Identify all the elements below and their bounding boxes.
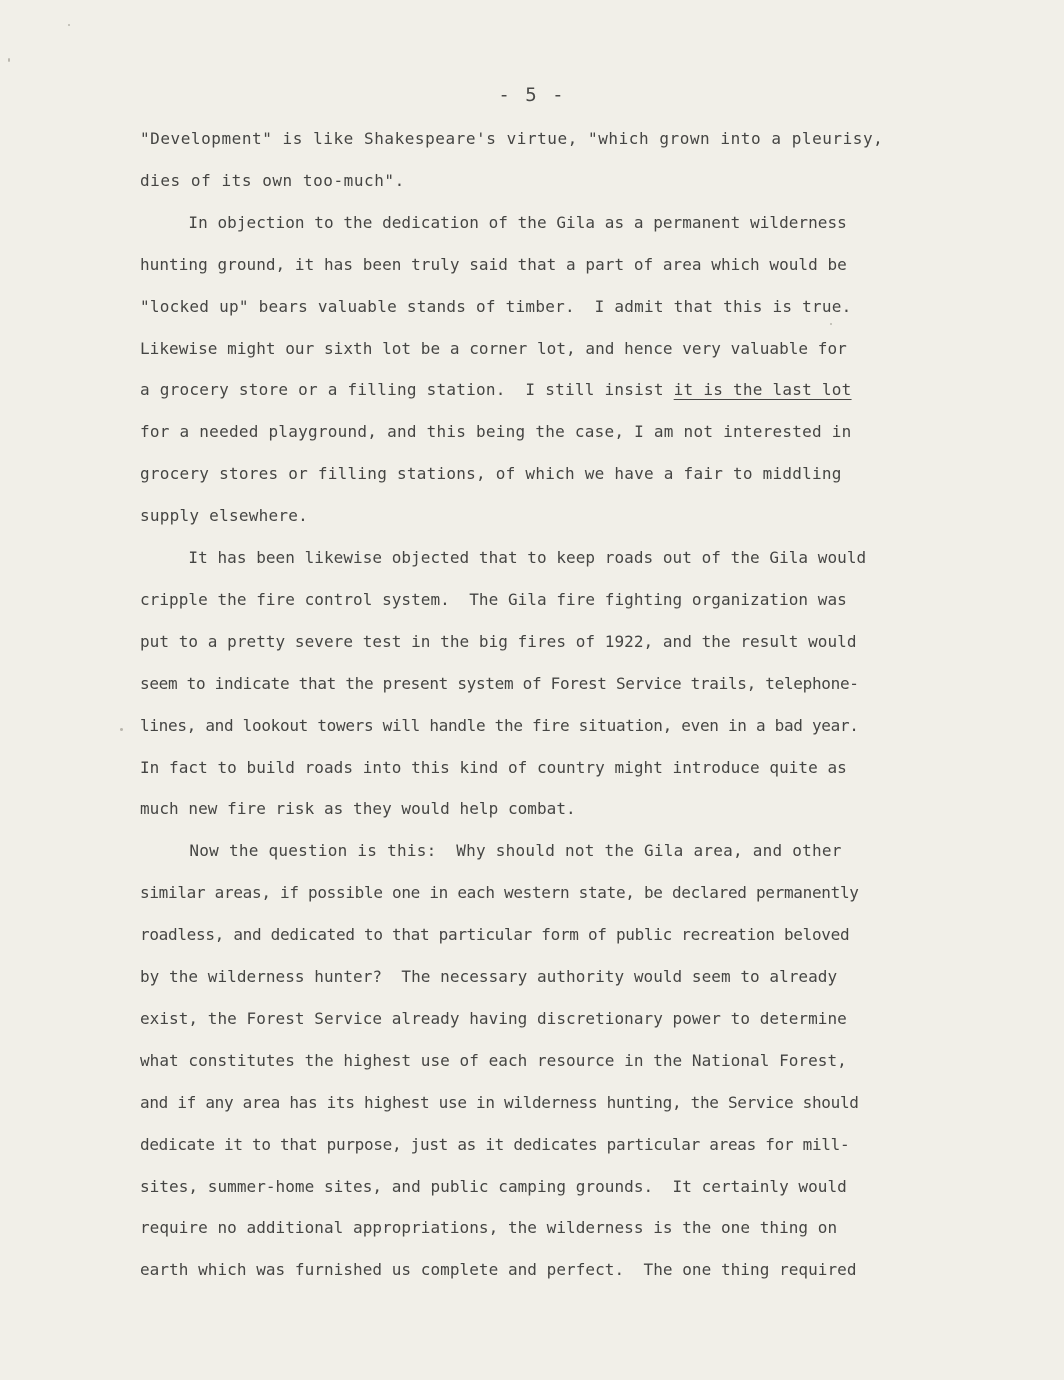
underlined-phrase: it is the last lot	[673, 380, 852, 400]
line-text: much new fire risk as they would help combat.	[140, 799, 576, 819]
line-text: lines, and lookout towers will handle the fire situation, even in a bad year.	[140, 715, 859, 735]
line-text: "locked up" bears valuable stands of timber. I admit that this is true.	[140, 296, 852, 316]
text-line	[140, 211, 847, 235]
line-text: similar areas, if possible one in each western state, be declared permanently	[140, 883, 859, 903]
text-line	[140, 1091, 859, 1115]
text-line	[140, 546, 866, 570]
line-text: a grocery store or a filling station. I still insist	[140, 380, 674, 400]
line-text: for a needed playground, and this being the case, I am not interested in	[140, 422, 852, 442]
line-text: dies of its own too-much".	[140, 170, 405, 190]
text-line	[140, 169, 405, 193]
line-text: Now the question is this: Why should not the Gila area, and other	[140, 841, 842, 861]
text-line	[140, 714, 859, 738]
line-text: In fact to build roads into this kind of country might introduce quite as	[140, 757, 847, 777]
line-text: "Development" is like Shakespeare's virtue, "which grown into a pleurisy,	[140, 129, 884, 148]
line-text: Likewise might our sixth lot be a corner lot, and hence very valuable for	[140, 338, 847, 358]
line-text: earth which was furnished us complete and perfect. The one thing required	[140, 1260, 857, 1280]
text-line	[140, 965, 837, 989]
line-text: what constitutes the highest use of each resource in the National Forest,	[140, 1050, 847, 1070]
text-line	[140, 756, 847, 780]
text-line	[140, 1007, 847, 1031]
line-text: hunting ground, it has been truly said that a part of area which would be	[140, 254, 847, 274]
text-line	[140, 797, 576, 821]
line-text: dedicate it to that purpose, just as it dedicates particular areas for mill-	[140, 1134, 850, 1154]
text-line	[140, 1133, 849, 1157]
line-text: supply elsewhere.	[140, 506, 309, 526]
text-line	[140, 253, 847, 277]
text-line	[140, 923, 849, 947]
text-line	[140, 881, 859, 905]
line-text: by the wilderness hunter? The necessary authority would seem to already	[140, 967, 838, 986]
page-number: - 5 -	[498, 84, 566, 106]
line-text: In objection to the dedication of the Gila as a permanent wilderness	[140, 212, 847, 232]
text-line	[140, 127, 883, 151]
line-text: cripple the fire control system. The Gila fire fighting organization was	[140, 589, 847, 609]
line-text: exist, the Forest Service already having discretionary power to determine	[140, 1008, 847, 1028]
paper-speck	[830, 323, 832, 325]
text-line	[140, 588, 847, 612]
text-line	[140, 295, 852, 319]
text-line	[140, 630, 857, 654]
text-line	[140, 672, 859, 696]
text-line	[140, 420, 852, 444]
text-line	[140, 1258, 857, 1282]
line-text: put to a pretty severe test in the big fires of 1922, and the result would	[140, 631, 857, 651]
line-text: sites, summer-home sites, and public camping grounds. It certainly would	[140, 1176, 847, 1196]
text-line	[140, 1216, 837, 1240]
line-text: grocery stores or filling stations, of which we have a fair to middling	[140, 464, 842, 484]
text-line	[140, 337, 847, 361]
text-line	[140, 839, 842, 863]
line-text: require no additional appropriations, the wilderness is the one thing on	[140, 1218, 838, 1238]
paper-speck	[68, 24, 70, 26]
paper-speck	[8, 58, 10, 62]
line-text: seem to indicate that the present system of Forest Service trails, telephone-	[140, 673, 859, 693]
paper-speck	[120, 728, 123, 731]
text-line	[140, 378, 852, 402]
text-line	[140, 504, 308, 528]
text-line	[140, 462, 842, 486]
text-line	[140, 1175, 847, 1199]
line-text: and if any area has its highest use in wilderness hunting, the Service should	[140, 1092, 859, 1112]
line-text: It has been likewise objected that to keep roads out of the Gila would	[140, 548, 867, 567]
line-text: roadless, and dedicated to that particular form of public recreation beloved	[140, 925, 850, 945]
text-line	[140, 1049, 847, 1073]
